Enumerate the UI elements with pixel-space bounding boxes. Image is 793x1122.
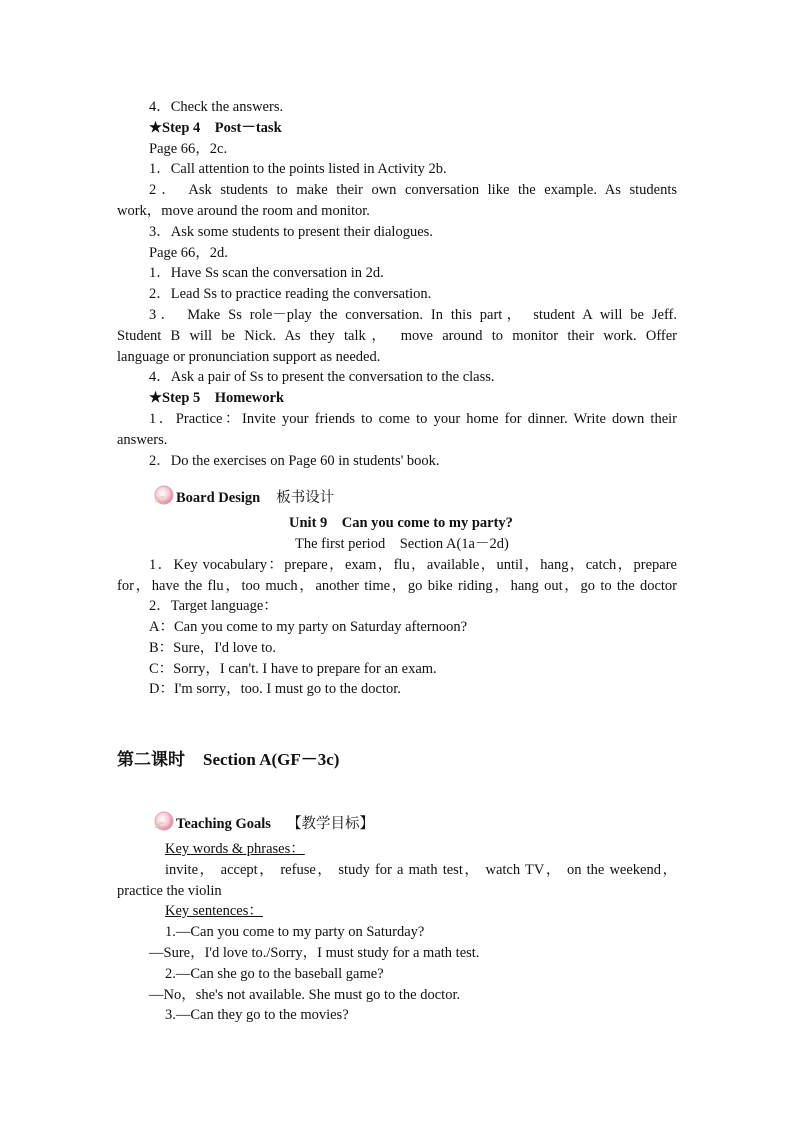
homework-item-1-line2: answers. (117, 432, 168, 448)
step4-item-b3-line2: Student B will be Nick. As they talk， move around to monitor their work. Offer (117, 328, 677, 344)
teaching-goals-heading: Teaching Goals 【教学目标】 (152, 810, 374, 833)
step4-heading: ★Step 4 Post－task (149, 120, 282, 136)
board-design-heading: Board Design 板书设计 (152, 484, 334, 507)
sentence-1-question: 1.—Can you come to my party on Saturday? (165, 924, 425, 940)
star-icon: ★ (149, 120, 162, 136)
lesson2-title: 第二课时 Section A(GF－3c) (117, 750, 340, 769)
step4-item-2-line1: 2． Ask students to make their own conversation like the example. As students (149, 182, 677, 198)
key-sentences-label: Key sentences： (165, 903, 263, 919)
step4-item-2-line2: work，move around the room and monitor. (117, 203, 370, 219)
board-unit-title: Unit 9 Can you come to my party? (289, 515, 513, 531)
board-period: The first period Section A(1a－2d) (295, 536, 509, 552)
sentence-1-answer: —Sure，I'd love to./Sorry，I must study for a math test. (149, 945, 480, 961)
board-vocab-line1: 1．Key vocabulary：prepare，exam，flu，available，until，hang，catch，prepare (149, 557, 677, 573)
homework-item-1-line1: 1．Practice：Invite your friends to come to your home for dinner. Write down their (149, 411, 677, 427)
star-icon: ★ (149, 390, 162, 406)
step4-item-b1: 1．Have Ss scan the conversation in 2d. (149, 265, 384, 281)
step4-item-b3-line1: 3． Make Ss role－play the conversation. In this part， student A will be Jeff. (149, 307, 677, 323)
board-target-language: 2．Target language： (149, 598, 278, 614)
flower-bullet-icon (152, 484, 174, 506)
board-dialog-a: A：Can you come to my party on Saturday afternoon? (149, 619, 468, 635)
check-answers-line: 4．Check the answers. (149, 99, 284, 115)
board-vocab-line2: for，have the flu，too much，another time，go bike riding，hang out，go to the doctor (117, 578, 677, 594)
key-words-label: Key words & phrases： (165, 841, 305, 857)
step4-item-b4: 4．Ask a pair of Ss to present the conversation to the class. (149, 369, 495, 385)
board-dialog-d: D：I'm sorry，too. I must go to the doctor. (149, 681, 401, 697)
step4-item-b2: 2．Lead Ss to practice reading the conversation. (149, 286, 432, 302)
key-words-line1: invite， accept， refuse， study for a math test， watch TV， on the weekend， (165, 862, 677, 878)
board-dialog-b: B：Sure，I'd love to. (149, 640, 277, 656)
sentence-2-question: 2.—Can she go to the baseball game? (165, 966, 384, 982)
flower-bullet-icon (152, 810, 174, 832)
step5-heading: ★Step 5 Homework (149, 390, 285, 406)
homework-item-2: 2．Do the exercises on Page 60 in students' book. (149, 453, 440, 469)
sentence-3-question: 3.—Can they go to the movies? (165, 1007, 349, 1023)
sentence-2-answer: —No，she's not available. She must go to the doctor. (149, 987, 461, 1003)
step4-item-1: 1．Call attention to the points listed in Activity 2b. (149, 161, 447, 177)
page-ref-2c: Page 66，2c. (149, 141, 228, 157)
step4-item-3: 3．Ask some students to present their dialogues. (149, 224, 433, 240)
board-dialog-c: C：Sorry，I can't. I have to prepare for an exam. (149, 661, 437, 677)
step4-item-b3-line3: language or pronunciation support as needed. (117, 349, 381, 365)
page-ref-2d: Page 66，2d. (149, 245, 228, 261)
key-words-line2: practice the violin (117, 883, 222, 899)
